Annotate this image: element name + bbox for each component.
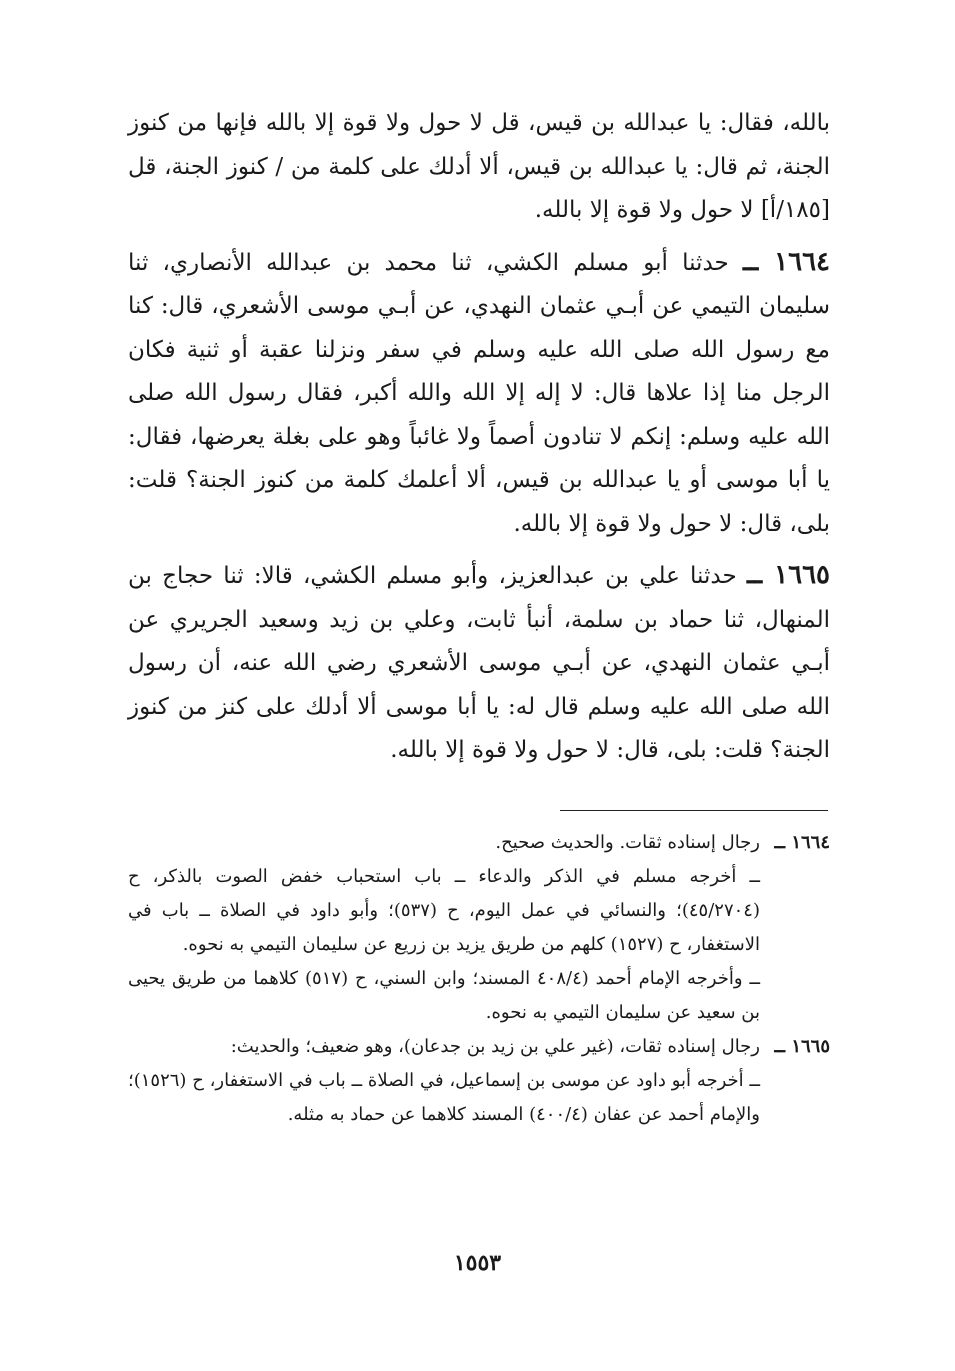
footnote-1664 (128, 826, 830, 1030)
footnote-1665 (128, 1030, 830, 1132)
footnote-line: رجال إسناده ثقات. والحديث صحيح. (495, 832, 760, 853)
footnote-line: ــ وأخرجه الإمام أحمد (٤٠٨/٤ المسند؛ وابن السني، ح (٥١٧) كلاهما من طريق يحيى بن سعيد عن سليمان التيمي به نحوه. (128, 968, 761, 1023)
hadith-text-1664: حدثنا أبو مسلم الكشي، ثنا محمد بن عبدالله الأنصاري، ثنا سليمان التيمي عن أبـي عثمان النهدي، عن أبـي موسى الأشعري، قال: كنا مع رسول الله صلى الله عليه وسلم في سفر ونزلنا عقبة أو ثنية فكان الرجل منا إذا علاها قال: لا إله إلا الله والله أكبر، فقال رسول الله صلى الله عليه وسلم: إنكم لا تنادون أصماً ولا غائباً وهو على بغلة يعرضها، فقال: يا أبا موسى أو يا عبدالله بن قيس، ألا أعلمك كلمة من كنوز الجنة؟ قلت: بلى، قال: لا حول ولا قوة إلا بالله. (128, 249, 830, 537)
footnote-body-1664 (128, 826, 760, 1030)
hadith-number-1664: ١٦٦٤ ــ (742, 246, 831, 277)
footnote-number-1664: ١٦٦٤ ــ (774, 832, 830, 853)
footnote-divider (560, 810, 828, 811)
footnote-number-1665: ١٦٦٥ ــ (774, 1036, 830, 1057)
main-text (128, 102, 830, 773)
footnote-line: رجال إسناده ثقات، (غير علي بن زيد بن جدعان)، وهو ضعيف؛ والحديث: (230, 1036, 760, 1057)
footnotes (128, 826, 830, 1132)
page-number: ١٥٥٣ (453, 1250, 502, 1276)
hadith-1665 (128, 554, 830, 773)
footnote-line: ــ أخرجه أبو داود عن موسى بن إسماعيل، في الصلاة ــ باب في الاستغفار، ح (١٥٢٦)؛ والإمام أحمد عن عفان (٤٠٠/٤) المسند كلاهما عن حماد به مثله. (128, 1070, 760, 1125)
footnote-line: ــ أخرجه مسلم في الذكر والدعاء ــ باب استحباب خفض الصوت بالذكر، ح (٤٥/٢٧٠٤)؛ والنسائي في عمل اليوم، ح (٥٣٧)؛ وأبو داود في الصلاة ــ باب في الاستغفار، ح (١٥٢٧) كلهم من طريق يزيد بن زريع عن سليمان التيمي به نحوه. (128, 866, 760, 955)
hadith-1664 (128, 241, 830, 547)
footnote-body-1665 (128, 1030, 760, 1132)
hadith-number-1665: ١٦٦٥ ــ (746, 560, 831, 590)
hadith-text-1665: حدثنا علي بن عبدالعزيز، وأبو مسلم الكشي، قالا: ثنا حجاج بن المنهال، ثنا حماد بن سلمة، أنبأ ثابت، وعلي بن زيد وسعيد الجريري عن أبـي عثمان النهدي، عن أبـي موسى الأشعري رضي الله عنه، أن رسول الله صلى الله عليه وسلم قال له: يا أبا موسى ألا أدلك على كنز من كنوز الجنة؟ قلت: بلى، قال: لا حول ولا قوة إلا بالله. (128, 563, 830, 763)
paragraph-continuation: بالله، فقال: يا عبدالله بن قيس، قل لا حول ولا قوة إلا بالله فإنها من كنوز الجنة، ثم قال: يا عبدالله بن قيس، ألا أدلك على كلمة من / كنوز الجنة، قل [١٨٥/أ] لا حول ولا قوة إلا بالله. (128, 110, 830, 223)
